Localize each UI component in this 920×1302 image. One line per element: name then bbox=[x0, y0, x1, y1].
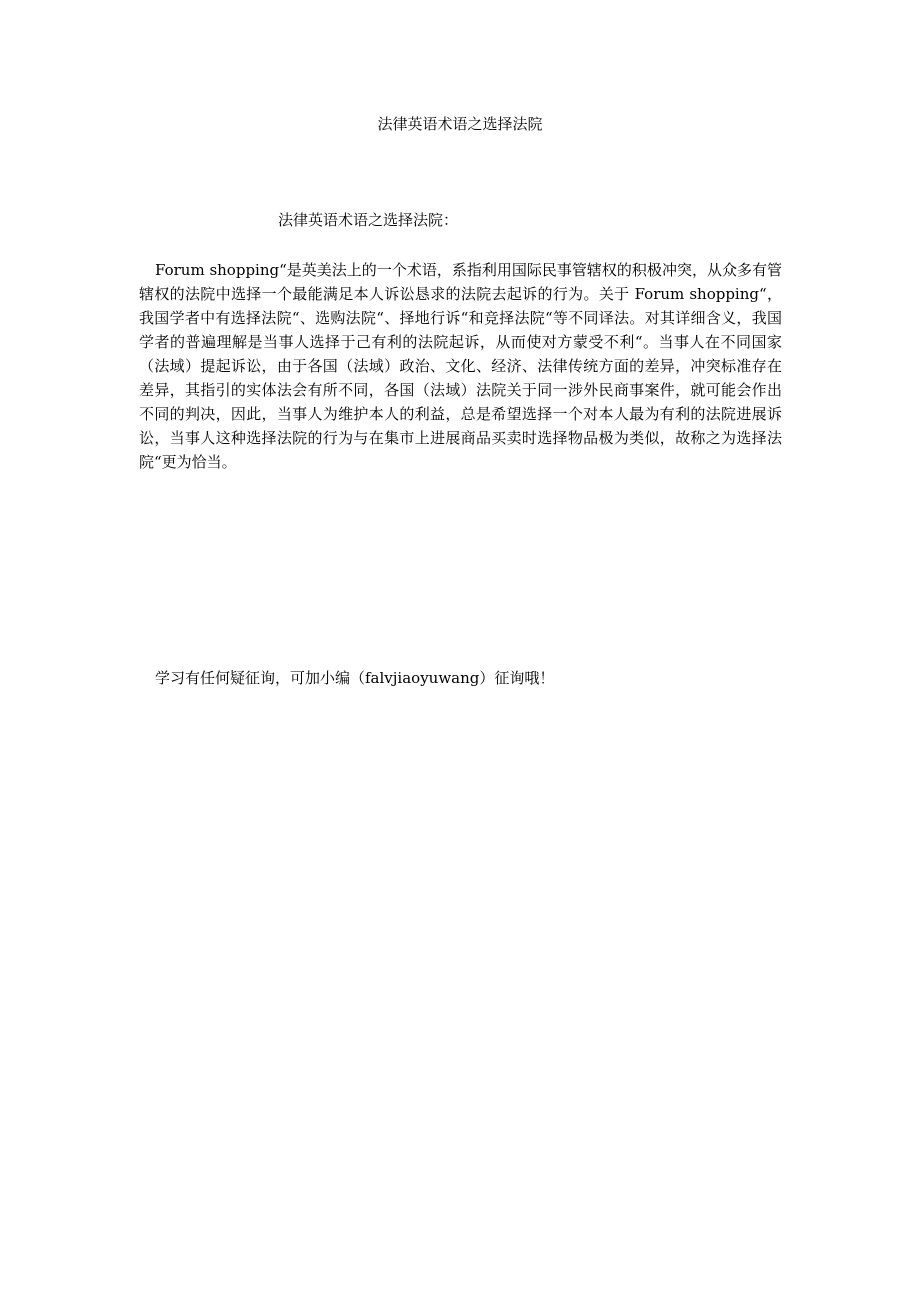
body-paragraph: Forum shopping“是英美法上的一个术语，系指利用国际民事管辖权的积极冲突，从众多有管辖权的法院中选择一个最能满足本人诉讼恳求的法院去起诉的行为。关于 Forum shopping“，我国学者中有选择法院“、选购法院“、择地行诉“和竞择法院“等不同译法。对其详细含义，我国学者的普遍理解是当事人选择于己有利的法院起诉，从而使对方蒙受不利“。当事人在不同国家（法域）提起诉讼，由于各国（法域）政治、文化、经济、法律传统方面的差异，冲突标准存在差异，其指引的实体法会有所不同，各国（法域）法院关于同一涉外民商事案件，就可能会作出不同的判决，因此，当事人为维护本人的利益，总是希望选择一个对本人最为有利的法院进展诉讼，当事人这种选择法院的行为与在集市上进展商品买卖时选择物品极为类似，故称之为选择法院“更为恰当。 bbox=[139, 261, 782, 471]
section-heading: 法律英语术语之选择法院： bbox=[278, 211, 459, 229]
page-title: 法律英语术语之选择法院 bbox=[377, 115, 543, 133]
footer-note: 学习有任何疑征询，可加小编（falvjiaoyuwang）征询哦！ bbox=[155, 669, 555, 687]
